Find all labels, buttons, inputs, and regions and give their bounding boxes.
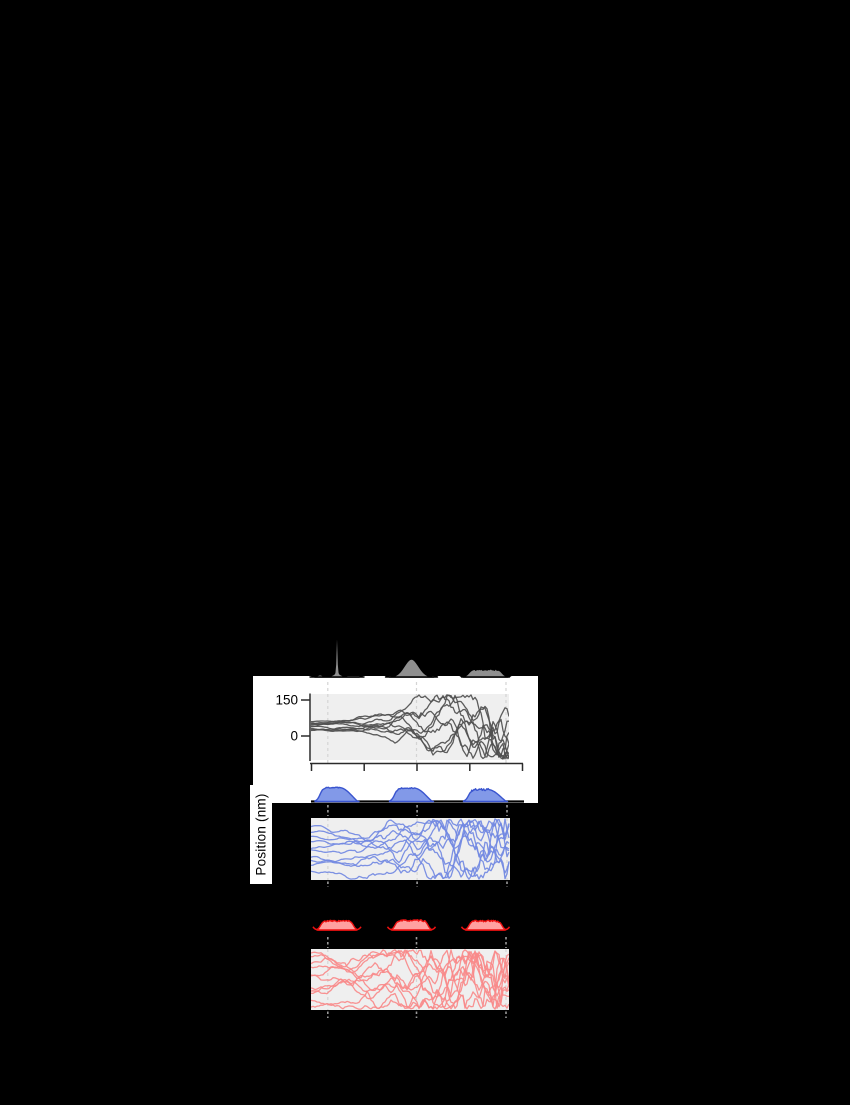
y-axis-title-text: Position (nm)	[253, 793, 269, 876]
y-axis-title	[250, 785, 272, 884]
ytick-label-150: 150	[275, 692, 298, 708]
ytick-label-0: 0	[290, 728, 298, 744]
blue-density-row	[315, 787, 508, 801]
red-density-row	[313, 920, 510, 930]
gray-density-row	[310, 624, 513, 678]
